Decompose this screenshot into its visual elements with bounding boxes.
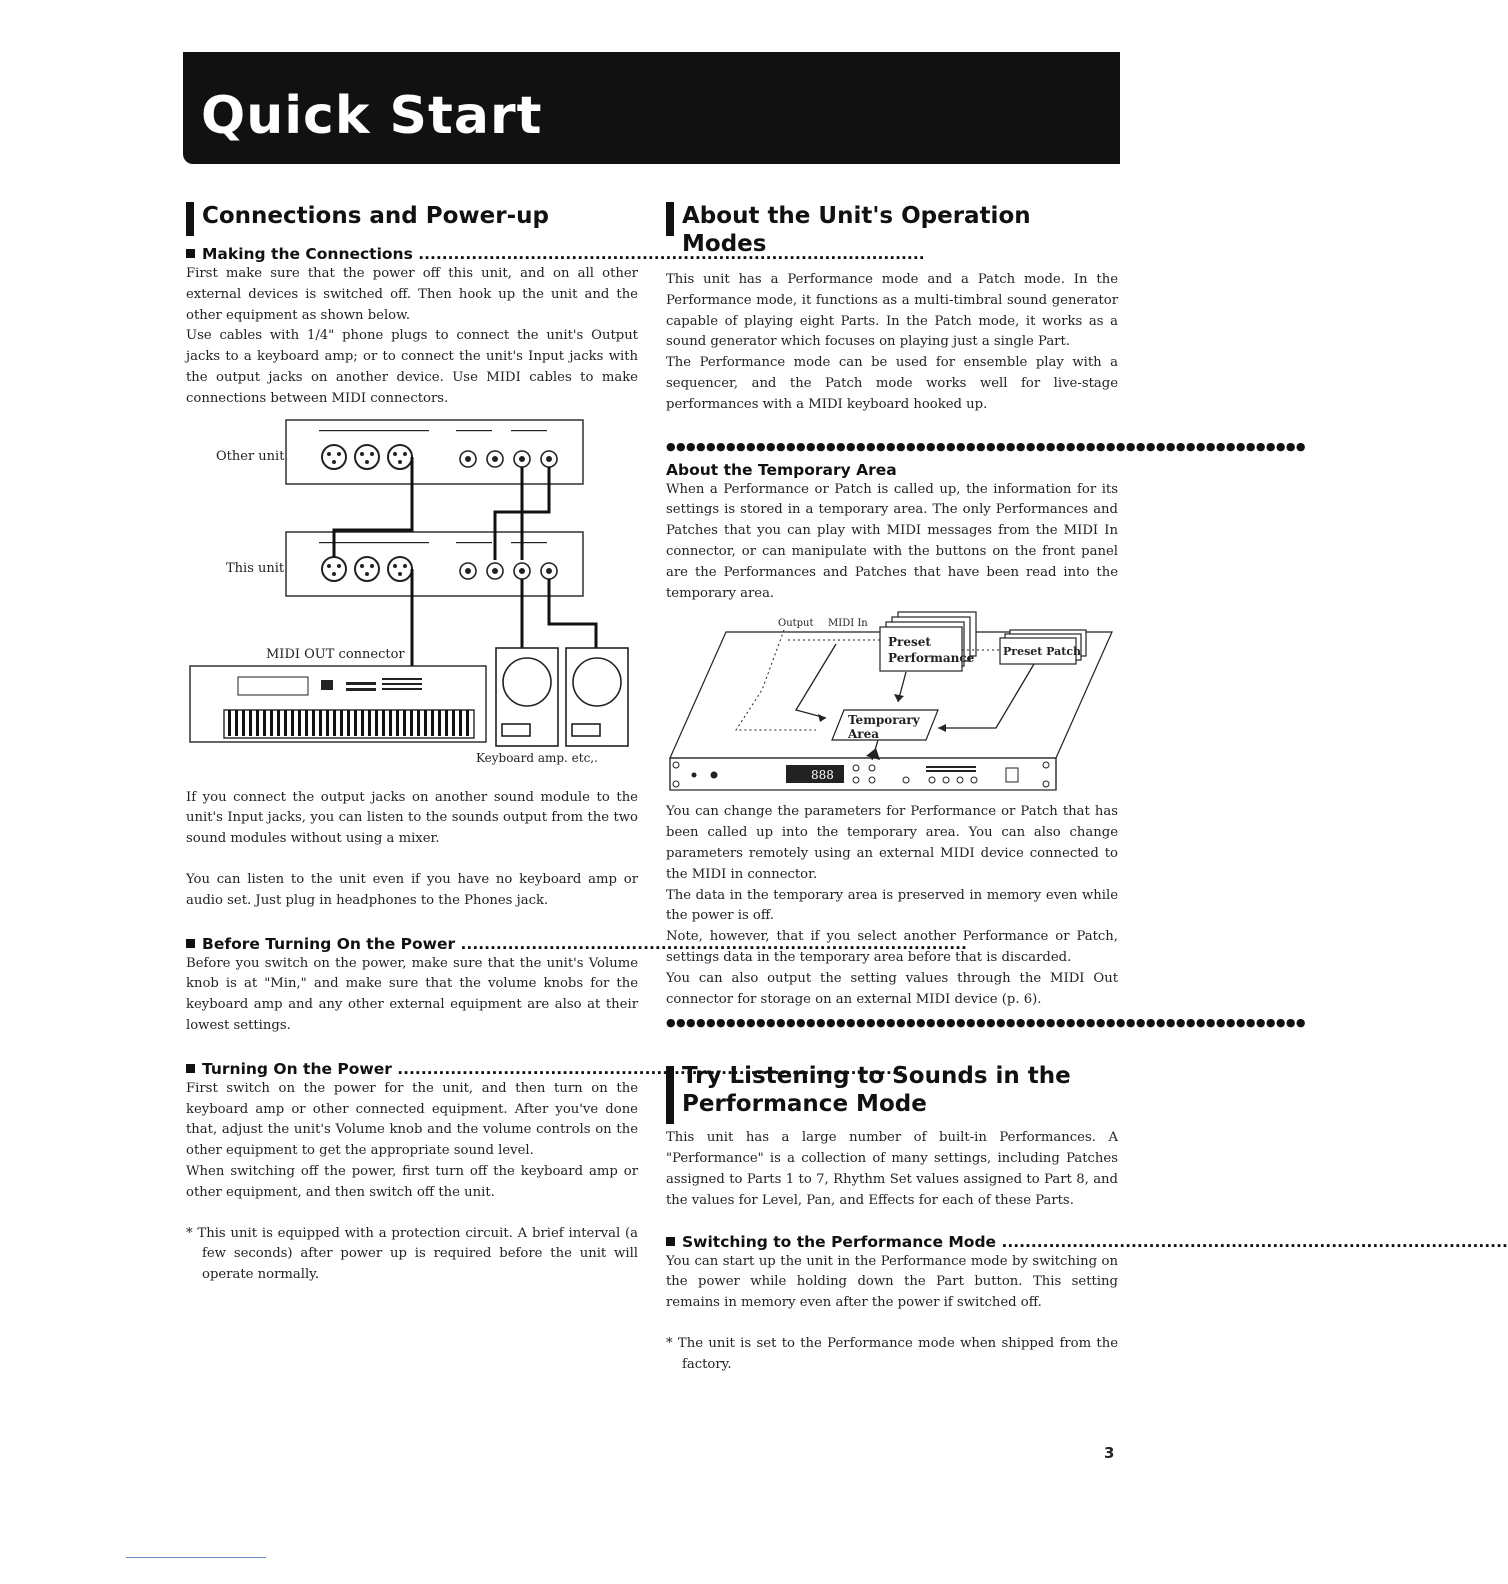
square-bullet-icon <box>666 1237 675 1246</box>
operation-modes-title: About the Unit's Operation Modes <box>666 202 1118 258</box>
footer-line <box>126 1557 266 1558</box>
after-diagram-text-1: If you connect the output jacks on another sound module to the unit's Input jacks, you can listen to the sounds output from the two sound modules without using a mixer. <box>186 789 638 847</box>
connections-title: Connections and Power-up <box>186 202 638 230</box>
display-readout: 888 <box>811 768 834 783</box>
before-power-heading: Before Turning On the Power ..... <box>186 934 638 954</box>
left-column <box>186 190 638 1286</box>
page-title: Quick Start <box>201 86 543 146</box>
turning-on-heading: Turning On the Power ..... <box>186 1059 638 1079</box>
square-bullet-icon <box>186 939 195 948</box>
making-connections-heading: Making the Connections ..... <box>186 244 638 264</box>
keyboard-amp-label: Keyboard amp. etc,. <box>476 750 598 765</box>
quick-start-banner <box>183 52 1120 164</box>
dotted-divider: ●●●●●●●●●●●●●●●●●●●●●●●●●●●●●●●●●●●●●●●●●●●●●●●●●●●●●●●●●●●●●●●● <box>666 439 1306 453</box>
operation-modes-text-1: This unit has a Performance mode and a Patch mode. In the Performance mode, it functions as a multi-timbral sound generator capable of playing eight Parts. In the Patch mode, it works as a sound generator which focuses on playing just a single Part. <box>666 272 1118 350</box>
preset-performance-label-1: Preset <box>888 635 931 650</box>
other-unit-label: Other unit <box>216 448 285 464</box>
temporary-area-label-2: Area <box>848 727 880 742</box>
dotted-divider: ●●●●●●●●●●●●●●●●●●●●●●●●●●●●●●●●●●●●●●●●●●●●●●●●●●●●●●●●●●●●●●●● <box>666 1016 1306 1030</box>
preset-patch-label: Preset Patch <box>1003 645 1082 659</box>
protection-note: * This unit is equipped with a protection circuit. A brief interval (a few seconds) after power up is required before the unit will operate normally. <box>186 1225 638 1283</box>
output-label: Output <box>778 618 814 630</box>
temporary-area-text-5: You can also output the setting values through the MIDI Out connector for storage on an external MIDI device (p. 6). <box>666 970 1118 1007</box>
turning-on-text-1: First switch on the power for the unit, and then turn on the keyboard amp or other connected equipment. After you've done that, adjust the unit's Volume knob and the volume controls on the other equipment to get the appropriate sound level. <box>186 1080 638 1159</box>
page-number: 3 <box>1104 1444 1115 1462</box>
temporary-area-label-1: Temporary <box>848 713 920 728</box>
right-column <box>666 190 1306 1376</box>
after-diagram-text-2: You can listen to the unit even if you have no keyboard amp or audio set. Just plug in headphones to the Phones jack. <box>186 871 638 908</box>
operation-modes-text-2: The Performance mode can be used for ensemble play with a sequencer, and the Patch mode works well for live-stage performances with a MIDI keyboard hooked up. <box>666 355 1118 412</box>
connection-diagram <box>186 412 638 772</box>
preset-performance-label-2: Performance <box>888 651 975 666</box>
try-listening-title-line-2: Performance Mode <box>682 1091 927 1118</box>
this-unit-label: This unit <box>226 560 285 576</box>
temporary-area-text-2: You can change the parameters for Performance or Patch that has been called up into the temporary area. You can also change parameters remotely using an external MIDI device connected to the MIDI in connector. <box>666 804 1118 882</box>
temporary-area-text-3: The data in the temporary area is preserved in memory even while the power is off. <box>666 887 1118 924</box>
temporary-area-text-4: Note, however, that if you select another Performance or Patch, settings data in the temporary area before that is discarded. <box>666 929 1118 965</box>
turning-on-text-2: When switching off the power, first turn off the keyboard amp or other equipment, and then switch off the unit. <box>186 1163 638 1200</box>
square-bullet-icon <box>186 1064 195 1073</box>
before-power-text: Before you switch on the power, make sure that the unit's Volume knob is at "Min," and make sure that the volume knobs for the keyboard amp and any other external equipment are also at their lowest settings. <box>186 955 638 1033</box>
switching-mode-text: You can start up the unit in the Performance mode by switching on the power while holding down the Part button. This setting remains in memory even after the power if switched off. <box>666 1253 1118 1311</box>
temporary-area-diagram <box>666 610 1118 800</box>
temporary-area-heading: About the Temporary Area <box>666 460 897 479</box>
switching-mode-heading: Switching to the Performance Mode ..... <box>666 1232 1118 1252</box>
temporary-area-text: When a Performance or Patch is called up, the information for its settings is stored in a temporary area. The only Performances and Patches that you can play with MIDI messages from the MIDI In connector, or can manipulate with the buttons on the front panel are the Performances and Patches that have been read into the temporary area. <box>666 481 1118 601</box>
try-listening-title <box>666 1062 1118 1118</box>
factory-note: * The unit is set to the Performance mode when shipped from the factory. <box>666 1335 1118 1372</box>
midi-in-label: MIDI In <box>828 618 868 630</box>
try-listening-text: This unit has a large number of built-in Performances. A "Performance" is a collection of many settings, including Patches assigned to Parts 1 to 7, Rhythm Set values assigned to Part 8, and the values for Level, Pan, and Effects for each of these Parts. <box>666 1130 1118 1208</box>
making-connections-text-2: Use cables with 1/4" phone plugs to connect the unit's Output jacks to a keyboard amp; or to connect the unit's Input jacks with the output jacks on another device. Use MIDI cables to make connections between MIDI connectors. <box>186 328 638 406</box>
keyboard-keys <box>228 710 469 736</box>
making-connections-text-1: First make sure that the power off this unit, and on all other external devices is switched off. Then hook up the unit and the other equipment as shown below. <box>186 266 638 323</box>
section-marker <box>666 1066 674 1124</box>
try-listening-title-line-1: Try Listening to Sounds in the <box>682 1063 1071 1090</box>
square-bullet-icon <box>186 249 195 258</box>
midi-out-label: MIDI OUT connector <box>266 646 405 662</box>
